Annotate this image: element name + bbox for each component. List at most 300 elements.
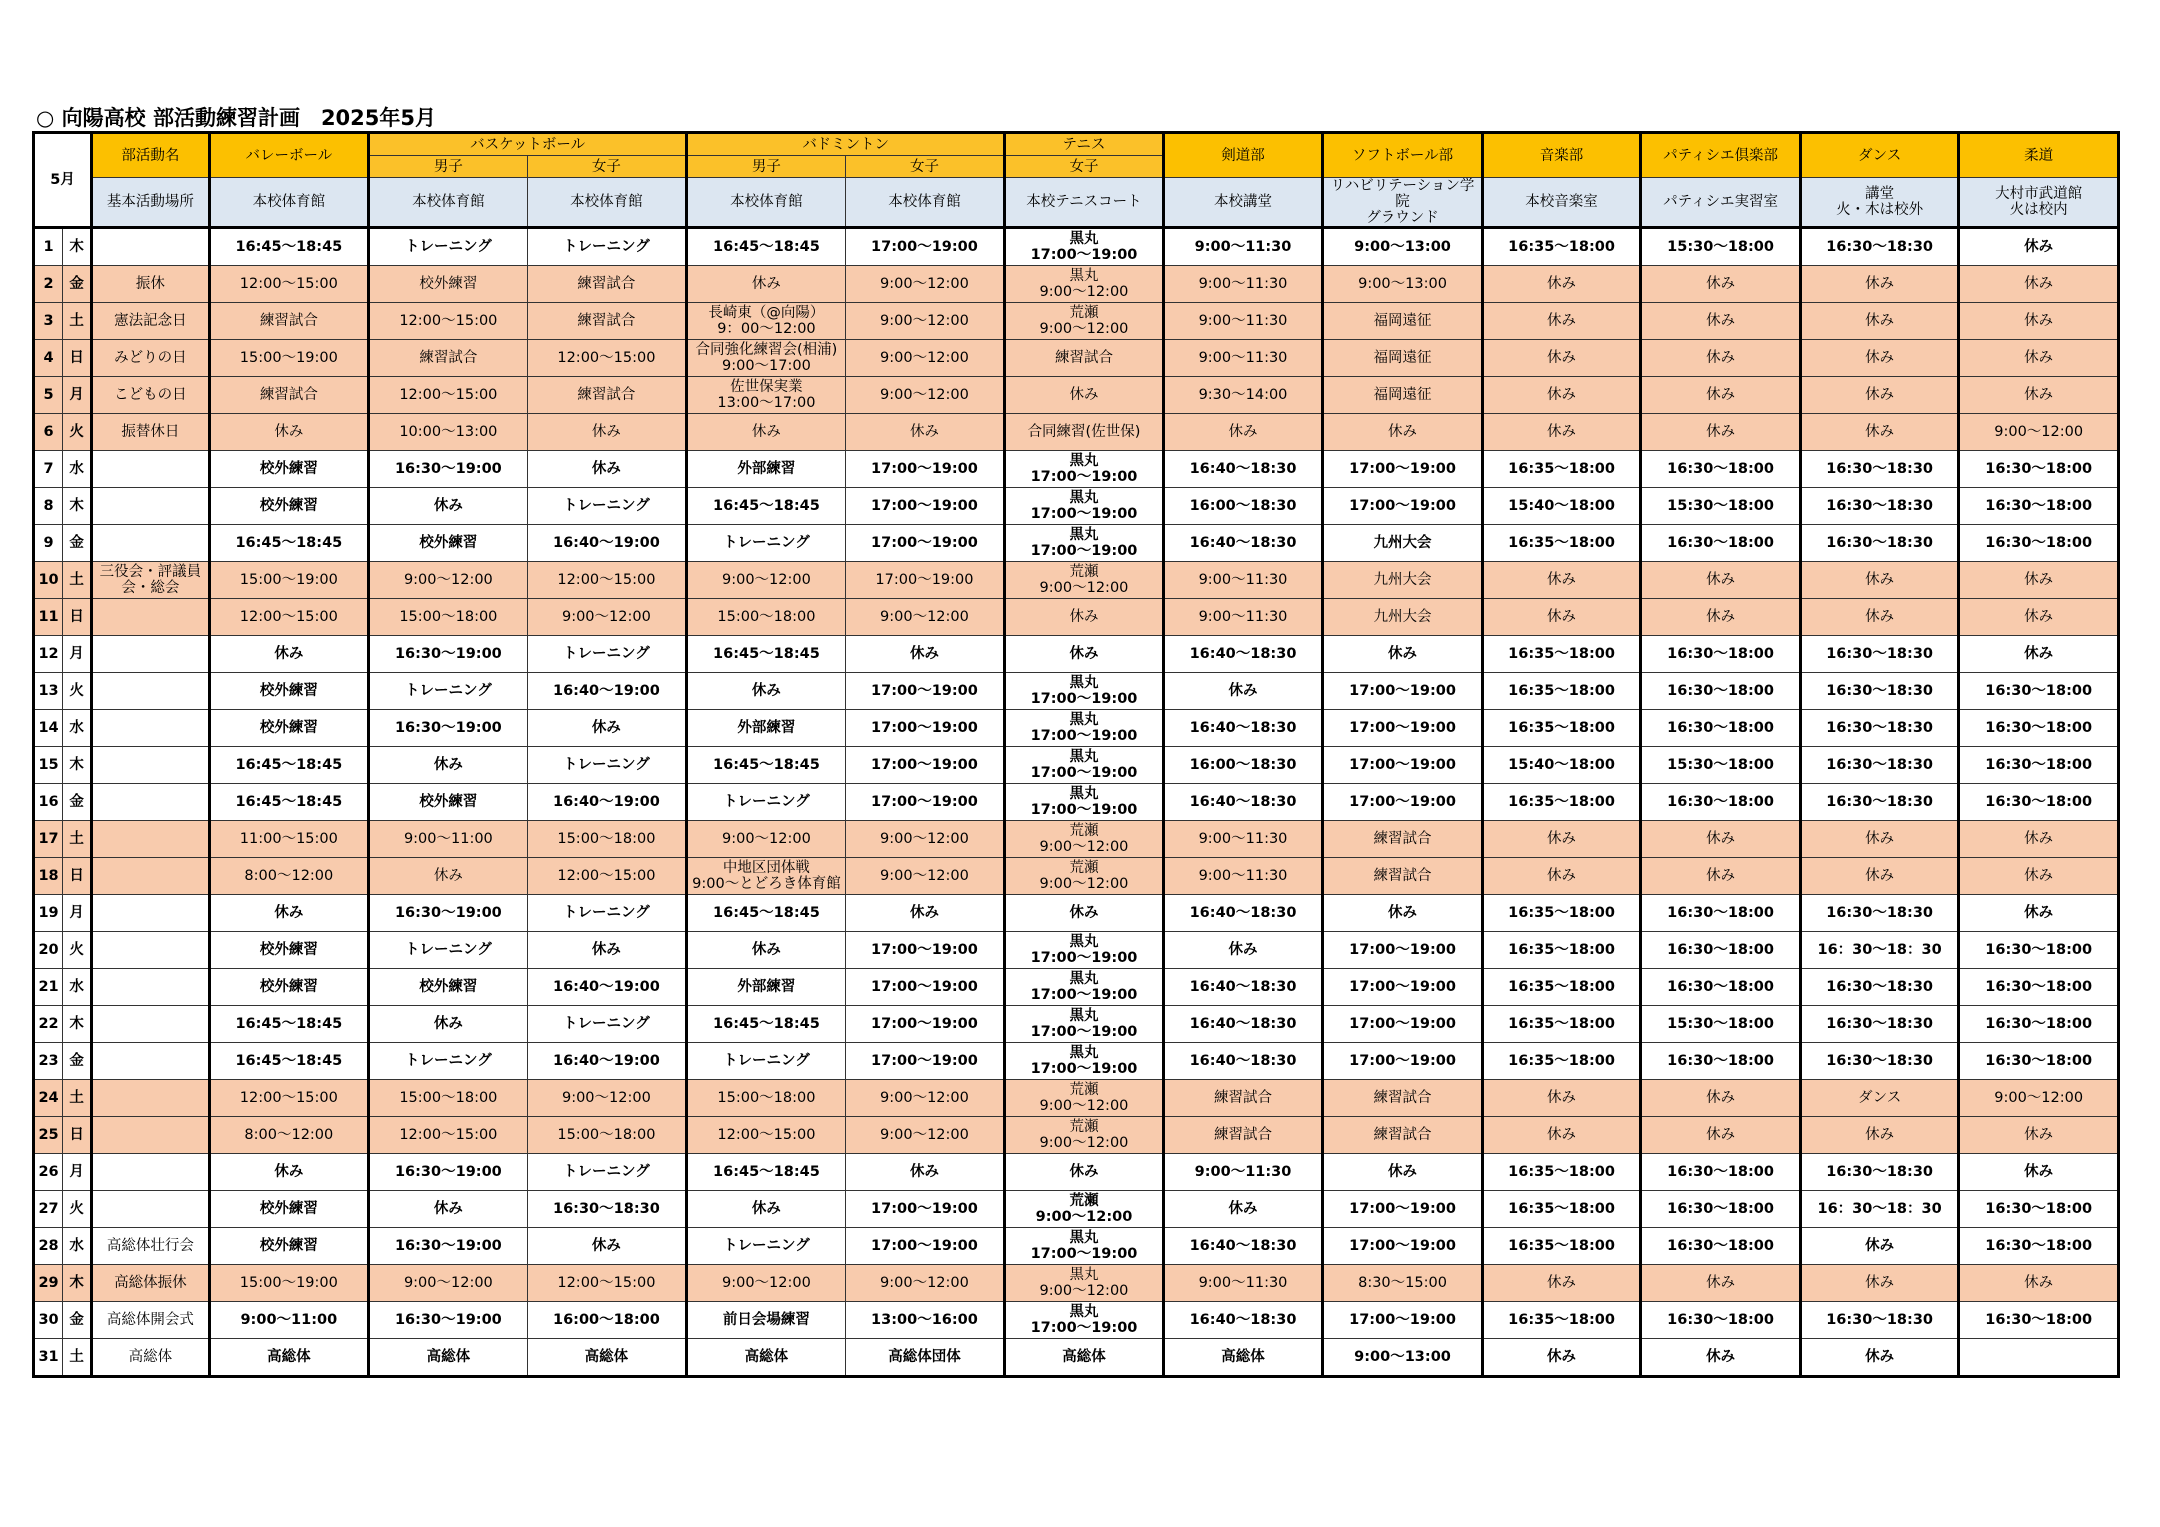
date-cell: 16 <box>34 784 63 821</box>
schedule-cell: 17:00～19:00 <box>1323 451 1483 488</box>
schedule-cell: 休み <box>1641 303 1801 340</box>
schedule-cell: 校外練習 <box>209 673 369 710</box>
schedule-cell: 休み <box>1800 1117 1959 1154</box>
schedule-cell: 16:30～18:00 <box>1641 1191 1801 1228</box>
schedule-cell: 9:00～12:00 <box>1959 414 2119 451</box>
place-cell: 本校体育館 <box>845 178 1005 228</box>
schedule-cell: 16:40～18:30 <box>1163 1006 1323 1043</box>
schedule-cell: 休み <box>1323 414 1483 451</box>
schedule-cell: 練習試合 <box>209 303 369 340</box>
schedule-cell: 16:40～18:30 <box>1163 969 1323 1006</box>
event-note-cell: こどもの日 <box>92 377 209 414</box>
schedule-cell: 外部練習 <box>687 969 846 1006</box>
schedule-cell: 休み <box>687 414 846 451</box>
schedule-cell: 17:00～19:00 <box>1323 784 1483 821</box>
schedule-cell: 黒丸 17:00～19:00 <box>1005 747 1164 784</box>
schedule-cell: 12:00～15:00 <box>209 599 369 636</box>
schedule-row <box>34 1302 2119 1339</box>
schedule-cell: 16:35～18:00 <box>1482 1228 1641 1265</box>
schedule-cell: 17:00～19:00 <box>845 1043 1005 1080</box>
schedule-cell: 9:00～13:00 <box>1323 1339 1483 1377</box>
weekday-cell: 金 <box>63 1302 92 1339</box>
schedule-cell: 休み <box>1959 562 2119 599</box>
schedule-cell: 15:00～18:00 <box>687 1080 846 1117</box>
practice-schedule-table <box>32 131 2120 1378</box>
schedule-cell: 休み <box>209 414 369 451</box>
schedule-cell: 16:40～18:30 <box>1163 1043 1323 1080</box>
schedule-cell: 16:45～18:45 <box>687 488 846 525</box>
schedule-cell: 休み <box>1005 636 1164 673</box>
schedule-cell: 休み <box>1641 266 1801 303</box>
schedule-cell: 福岡遠征 <box>1323 303 1483 340</box>
schedule-cell: 9:00～11:30 <box>1163 821 1323 858</box>
event-note-cell: みどりの日 <box>92 340 209 377</box>
date-cell: 21 <box>34 969 63 1006</box>
schedule-row <box>34 451 2119 488</box>
schedule-cell: 9:00～12:00 <box>845 821 1005 858</box>
schedule-cell: トレーニング <box>369 1043 528 1080</box>
schedule-cell: 16:30～18:00 <box>1641 673 1801 710</box>
schedule-cell: 16:40～18:30 <box>1163 525 1323 562</box>
schedule-cell: 16:30～18:30 <box>1800 747 1959 784</box>
schedule-cell: 16:35～18:00 <box>1482 1191 1641 1228</box>
schedule-cell: 休み <box>1163 1191 1323 1228</box>
schedule-cell: 12:00～15:00 <box>527 858 687 895</box>
schedule-row <box>34 303 2119 340</box>
schedule-cell: 休み <box>1323 636 1483 673</box>
schedule-cell: 17:00～19:00 <box>1323 488 1483 525</box>
schedule-cell: 9:00～11:30 <box>1163 1265 1323 1302</box>
schedule-cell: 休み <box>1800 821 1959 858</box>
schedule-cell: 15:40～18:00 <box>1482 747 1641 784</box>
schedule-cell: 9:00～11:00 <box>209 1302 369 1339</box>
schedule-cell: 黒丸 9:00～12:00 <box>1005 266 1164 303</box>
schedule-cell: 九州大会 <box>1323 562 1483 599</box>
schedule-cell: 黒丸 17:00～19:00 <box>1005 932 1164 969</box>
schedule-cell: 休み <box>1800 599 1959 636</box>
schedule-cell: 16:30～18:00 <box>1959 1228 2119 1265</box>
schedule-cell: 17:00～19:00 <box>1323 710 1483 747</box>
schedule-cell: 九州大会 <box>1323 599 1483 636</box>
place-cell: 講堂 火・木は校外 <box>1800 178 1959 228</box>
event-note-cell <box>92 747 209 784</box>
schedule-row <box>34 1117 2119 1154</box>
schedule-cell: 休み <box>1959 1154 2119 1191</box>
schedule-cell: 16:45～18:45 <box>209 525 369 562</box>
schedule-row <box>34 858 2119 895</box>
schedule-cell: 16：30～18：30 <box>1800 1191 1959 1228</box>
schedule-cell: 12:00～15:00 <box>369 303 528 340</box>
schedule-cell: 16:40～19:00 <box>527 784 687 821</box>
event-note-cell: 振休 <box>92 266 209 303</box>
schedule-cell: 休み <box>1959 303 2119 340</box>
schedule-cell: 16:30～18:00 <box>1959 747 2119 784</box>
schedule-row <box>34 1154 2119 1191</box>
schedule-row <box>34 1228 2119 1265</box>
event-note-cell: 高総体振休 <box>92 1265 209 1302</box>
event-note-cell <box>92 636 209 673</box>
schedule-cell: 16:30～19:00 <box>369 1302 528 1339</box>
schedule-cell: 外部練習 <box>687 451 846 488</box>
date-cell: 18 <box>34 858 63 895</box>
schedule-cell: 15:00～18:00 <box>527 821 687 858</box>
schedule-cell: 休み <box>845 895 1005 932</box>
schedule-cell: トレーニング <box>369 228 528 266</box>
schedule-row <box>34 895 2119 932</box>
schedule-cell: 16:30～18:30 <box>1800 451 1959 488</box>
place-cell: 本校体育館 <box>687 178 846 228</box>
schedule-cell: 練習試合 <box>1323 1080 1483 1117</box>
schedule-cell: 16:30～18:00 <box>1641 710 1801 747</box>
schedule-cell: 9:00～11:30 <box>1163 303 1323 340</box>
schedule-cell: 高総体 <box>687 1339 846 1377</box>
schedule-cell: 9:00～12:00 <box>369 562 528 599</box>
weekday-cell: 金 <box>63 266 92 303</box>
schedule-cell: 15:30～18:00 <box>1641 747 1801 784</box>
schedule-cell: 17:00～19:00 <box>845 673 1005 710</box>
schedule-cell: 16:30～18:30 <box>1800 895 1959 932</box>
schedule-cell: 練習試合 <box>1163 1080 1323 1117</box>
schedule-cell: 16:40～18:30 <box>1163 895 1323 932</box>
weekday-cell: 火 <box>63 1191 92 1228</box>
date-cell: 4 <box>34 340 63 377</box>
schedule-cell: 16:30～18:30 <box>1800 1006 1959 1043</box>
schedule-cell: 16:30～18:00 <box>1641 784 1801 821</box>
schedule-cell: 黒丸 17:00～19:00 <box>1005 1043 1164 1080</box>
schedule-cell: 16:30～18:00 <box>1641 525 1801 562</box>
club-header-judo: 柔道 <box>1959 133 2119 178</box>
date-cell: 31 <box>34 1339 63 1377</box>
schedule-cell: 16:00～18:30 <box>1163 488 1323 525</box>
club-header-music: 音楽部 <box>1482 133 1641 178</box>
schedule-cell: 休み <box>1323 1154 1483 1191</box>
weekday-cell: 金 <box>63 525 92 562</box>
schedule-cell: 荒瀬 9:00～12:00 <box>1005 1080 1164 1117</box>
schedule-cell: 16:30～18:00 <box>1959 451 2119 488</box>
schedule-cell: 16:40～18:30 <box>1163 1302 1323 1339</box>
schedule-cell: 黒丸 9:00～12:00 <box>1005 1265 1164 1302</box>
schedule-cell: 高総体 <box>1163 1339 1323 1377</box>
page-title: ○ 向陽高校 部活動練習計画 2025年5月 <box>36 106 437 130</box>
schedule-cell: 16:30～18:00 <box>1959 710 2119 747</box>
schedule-cell: トレーニング <box>527 1006 687 1043</box>
place-cell: 本校体育館 <box>527 178 687 228</box>
schedule-cell: トレーニング <box>527 488 687 525</box>
schedule-row <box>34 340 2119 377</box>
schedule-cell: 休み <box>845 1154 1005 1191</box>
schedule-cell: 休み <box>1800 1265 1959 1302</box>
event-note-cell <box>92 1006 209 1043</box>
schedule-cell: 荒瀬 9:00～12:00 <box>1005 1117 1164 1154</box>
event-note-cell <box>92 1191 209 1228</box>
schedule-cell: 15:30～18:00 <box>1641 488 1801 525</box>
schedule-cell: 16:45～18:45 <box>687 747 846 784</box>
schedule-cell: 外部練習 <box>687 710 846 747</box>
schedule-cell: トレーニング <box>687 1043 846 1080</box>
date-cell: 24 <box>34 1080 63 1117</box>
schedule-cell: 休み <box>1641 1265 1801 1302</box>
schedule-cell: 休み <box>1323 895 1483 932</box>
date-cell: 6 <box>34 414 63 451</box>
schedule-cell: 荒瀬 9:00～12:00 <box>1005 303 1164 340</box>
schedule-cell: 荒瀬 9:00～12:00 <box>1005 1191 1164 1228</box>
schedule-cell: 休み <box>1800 1339 1959 1377</box>
schedule-cell: 9:00～12:00 <box>845 599 1005 636</box>
schedule-cell: 練習試合 <box>1323 858 1483 895</box>
schedule-cell: 16：30～18：30 <box>1800 932 1959 969</box>
sub-header-badminton-boys: 男子 <box>687 156 846 178</box>
schedule-cell: 8:00～12:00 <box>209 858 369 895</box>
schedule-cell: 16:45～18:45 <box>687 1154 846 1191</box>
schedule-cell: 17:00～19:00 <box>1323 1302 1483 1339</box>
date-cell: 30 <box>34 1302 63 1339</box>
schedule-cell: 黒丸 17:00～19:00 <box>1005 1302 1164 1339</box>
schedule-cell: 16:30～19:00 <box>369 1228 528 1265</box>
schedule-cell: 16:30～18:00 <box>1641 1043 1801 1080</box>
schedule-cell: 16:35～18:00 <box>1482 969 1641 1006</box>
date-cell: 26 <box>34 1154 63 1191</box>
schedule-cell: 休み <box>1641 1117 1801 1154</box>
schedule-cell: 9:00～12:00 <box>527 599 687 636</box>
schedule-cell: 16:30～18:30 <box>1800 1043 1959 1080</box>
schedule-cell: 9:00～12:00 <box>845 266 1005 303</box>
schedule-cell: 休み <box>1959 1265 2119 1302</box>
schedule-cell: 17:00～19:00 <box>845 1191 1005 1228</box>
schedule-row <box>34 821 2119 858</box>
weekday-cell: 火 <box>63 673 92 710</box>
date-cell: 28 <box>34 1228 63 1265</box>
schedule-cell: 休み <box>687 673 846 710</box>
schedule-cell: 休み <box>1005 895 1164 932</box>
event-note-cell <box>92 821 209 858</box>
schedule-cell: 練習試合 <box>1005 340 1164 377</box>
schedule-cell: 校外練習 <box>369 784 528 821</box>
schedule-cell: 16:30～18:00 <box>1959 1006 2119 1043</box>
schedule-cell: 練習試合 <box>1163 1117 1323 1154</box>
schedule-cell: トレーニング <box>527 1154 687 1191</box>
schedule-cell: 休み <box>1800 858 1959 895</box>
schedule-cell: 佐世保実業 13:00～17:00 <box>687 377 846 414</box>
schedule-cell: トレーニング <box>527 228 687 266</box>
place-cell: 本校体育館 <box>209 178 369 228</box>
schedule-cell: 休み <box>369 488 528 525</box>
schedule-cell: 16:35～18:00 <box>1482 1043 1641 1080</box>
schedule-cell: 休み <box>1005 599 1164 636</box>
schedule-cell: 休み <box>1641 414 1801 451</box>
sub-header-basketball-boys: 男子 <box>369 156 528 178</box>
schedule-cell: トレーニング <box>687 784 846 821</box>
schedule-cell: 中地区団体戦 9:00～とどろき体育館 <box>687 858 846 895</box>
schedule-row <box>34 673 2119 710</box>
schedule-cell: 17:00～19:00 <box>1323 932 1483 969</box>
schedule-cell: 練習試合 <box>1323 821 1483 858</box>
schedule-cell: 黒丸 17:00～19:00 <box>1005 451 1164 488</box>
schedule-cell: トレーニング <box>369 932 528 969</box>
schedule-cell: 16:35～18:00 <box>1482 228 1641 266</box>
schedule-cell: 休み <box>687 1191 846 1228</box>
schedule-row <box>34 266 2119 303</box>
place-cell: 大村市武道館 火は校内 <box>1959 178 2119 228</box>
schedule-cell: 17:00～19:00 <box>845 784 1005 821</box>
schedule-cell: 13:00～16:00 <box>845 1302 1005 1339</box>
schedule-row <box>34 747 2119 784</box>
schedule-cell: トレーニング <box>527 747 687 784</box>
schedule-cell: 16:30～18:00 <box>1959 673 2119 710</box>
schedule-cell: トレーニング <box>687 1228 846 1265</box>
schedule-row <box>34 1080 2119 1117</box>
schedule-row <box>34 1006 2119 1043</box>
event-note-cell: 高総体壮行会 <box>92 1228 209 1265</box>
schedule-cell: 16:45～18:45 <box>209 228 369 266</box>
date-cell: 7 <box>34 451 63 488</box>
schedule-cell: 休み <box>1800 340 1959 377</box>
schedule-cell: 休み <box>1800 303 1959 340</box>
schedule-cell: 休み <box>1959 1117 2119 1154</box>
sub-header-badminton-girls: 女子 <box>845 156 1005 178</box>
schedule-cell: 休み <box>1959 266 2119 303</box>
schedule-cell: 9:00～12:00 <box>687 1265 846 1302</box>
schedule-cell: 16:35～18:00 <box>1482 1302 1641 1339</box>
schedule-cell: 16:30～18:00 <box>1959 784 2119 821</box>
schedule-cell: 9:00～12:00 <box>845 1117 1005 1154</box>
club-header-volleyball: バレーボール <box>209 133 369 178</box>
date-cell: 27 <box>34 1191 63 1228</box>
schedule-cell: 休み <box>1482 599 1641 636</box>
schedule-cell: 12:00～15:00 <box>527 1265 687 1302</box>
schedule-cell: 9:00～11:30 <box>1163 599 1323 636</box>
schedule-cell: 16:35～18:00 <box>1482 451 1641 488</box>
event-note-cell <box>92 1043 209 1080</box>
schedule-cell: 16:40～18:30 <box>1163 636 1323 673</box>
schedule-cell: 休み <box>1005 1154 1164 1191</box>
schedule-cell: 11:00～15:00 <box>209 821 369 858</box>
schedule-cell: 休み <box>1482 1117 1641 1154</box>
schedule-cell: 高総体団体 <box>845 1339 1005 1377</box>
weekday-cell: 金 <box>63 784 92 821</box>
schedule-cell: 16:30～18:00 <box>1641 1154 1801 1191</box>
weekday-cell: 月 <box>63 1154 92 1191</box>
schedule-cell: 荒瀬 9:00～12:00 <box>1005 858 1164 895</box>
schedule-cell: 荒瀬 9:00～12:00 <box>1005 562 1164 599</box>
schedule-cell: 16:30～18:30 <box>1800 636 1959 673</box>
schedule-cell: 8:30～15:00 <box>1323 1265 1483 1302</box>
schedule-cell: 12:00～15:00 <box>209 1080 369 1117</box>
weekday-cell: 日 <box>63 1117 92 1154</box>
schedule-cell: 9:00～11:30 <box>1163 266 1323 303</box>
schedule-cell: 休み <box>369 1006 528 1043</box>
weekday-cell: 土 <box>63 821 92 858</box>
event-note-cell <box>92 932 209 969</box>
schedule-row <box>34 969 2119 1006</box>
schedule-cell: トレーニング <box>527 895 687 932</box>
schedule-cell: 休み <box>1800 562 1959 599</box>
schedule-cell: 休み <box>1482 1265 1641 1302</box>
schedule-cell: 黒丸 17:00～19:00 <box>1005 969 1164 1006</box>
date-cell: 8 <box>34 488 63 525</box>
schedule-cell: 16:35～18:00 <box>1482 1154 1641 1191</box>
schedule-cell: 校外練習 <box>209 1228 369 1265</box>
schedule-cell: 休み <box>527 932 687 969</box>
weekday-cell: 木 <box>63 747 92 784</box>
schedule-row <box>34 1339 2119 1377</box>
schedule-cell: 校外練習 <box>369 525 528 562</box>
schedule-cell: 16:45～18:45 <box>687 636 846 673</box>
schedule-cell: 15:00～18:00 <box>687 599 846 636</box>
date-cell: 9 <box>34 525 63 562</box>
schedule-cell: 16:30～19:00 <box>369 895 528 932</box>
event-note-cell: 振替休日 <box>92 414 209 451</box>
schedule-cell: 高総体 <box>209 1339 369 1377</box>
schedule-cell: 16:30～18:30 <box>1800 673 1959 710</box>
weekday-cell: 水 <box>63 710 92 747</box>
schedule-cell: 休み <box>1163 414 1323 451</box>
schedule-cell: 17:00～19:00 <box>1323 1191 1483 1228</box>
event-note-cell <box>92 784 209 821</box>
date-cell: 19 <box>34 895 63 932</box>
schedule-cell: 16:30～19:00 <box>369 636 528 673</box>
club-header-tennis: テニス <box>1005 133 1164 156</box>
schedule-cell: 12:00～15:00 <box>369 1117 528 1154</box>
schedule-cell: 12:00～15:00 <box>369 377 528 414</box>
event-note-cell: 三役会・評議員 会・総会 <box>92 562 209 599</box>
schedule-cell: 休み <box>1641 340 1801 377</box>
schedule-cell: 17:00～19:00 <box>1323 1006 1483 1043</box>
schedule-cell: 校外練習 <box>369 266 528 303</box>
schedule-cell: 17:00～19:00 <box>1323 1228 1483 1265</box>
club-header-softball: ソフトボール部 <box>1323 133 1483 178</box>
schedule-cell: 15:40～18:00 <box>1482 488 1641 525</box>
schedule-cell: 16:35～18:00 <box>1482 932 1641 969</box>
event-note-cell <box>92 858 209 895</box>
schedule-cell: 校外練習 <box>209 488 369 525</box>
schedule-cell: 15:00～19:00 <box>209 340 369 377</box>
event-note-cell: 高総体開会式 <box>92 1302 209 1339</box>
schedule-cell: 16:40～18:30 <box>1163 710 1323 747</box>
schedule-cell: 16:30～18:00 <box>1959 969 2119 1006</box>
schedule-cell: 16:30～19:00 <box>369 710 528 747</box>
club-header-dance: ダンス <box>1800 133 1959 178</box>
date-cell: 5 <box>34 377 63 414</box>
schedule-cell: 16:40～18:30 <box>1163 451 1323 488</box>
schedule-cell: 校外練習 <box>209 969 369 1006</box>
schedule-cell: 16:30～18:00 <box>1641 1228 1801 1265</box>
weekday-cell: 水 <box>63 969 92 1006</box>
date-cell: 14 <box>34 710 63 747</box>
schedule-cell: 休み <box>1482 414 1641 451</box>
schedule-cell: 休み <box>1641 1080 1801 1117</box>
schedule-cell: 荒瀬 9:00～12:00 <box>1005 821 1164 858</box>
schedule-cell: 休み <box>1641 599 1801 636</box>
schedule-cell: 校外練習 <box>209 710 369 747</box>
schedule-cell: 休み <box>1163 673 1323 710</box>
schedule-cell: 合同強化練習会(相浦) 9:00～17:00 <box>687 340 846 377</box>
schedule-cell: 練習試合 <box>527 377 687 414</box>
schedule-cell: 休み <box>687 266 846 303</box>
schedule-cell: 15:30～18:00 <box>1641 1006 1801 1043</box>
date-cell: 13 <box>34 673 63 710</box>
schedule-cell: 16:30～18:30 <box>1800 969 1959 1006</box>
schedule-cell: 休み <box>1641 821 1801 858</box>
schedule-cell: 9:00～12:00 <box>845 858 1005 895</box>
event-note-cell <box>92 488 209 525</box>
schedule-cell: 9:00～12:00 <box>845 1265 1005 1302</box>
schedule-cell: 17:00～19:00 <box>845 228 1005 266</box>
schedule-row <box>34 710 2119 747</box>
event-note-cell <box>92 895 209 932</box>
schedule-cell: 休み <box>369 747 528 784</box>
schedule-cell: 9:00～11:30 <box>1163 228 1323 266</box>
schedule-cell: 16:30～18:00 <box>1959 1302 2119 1339</box>
